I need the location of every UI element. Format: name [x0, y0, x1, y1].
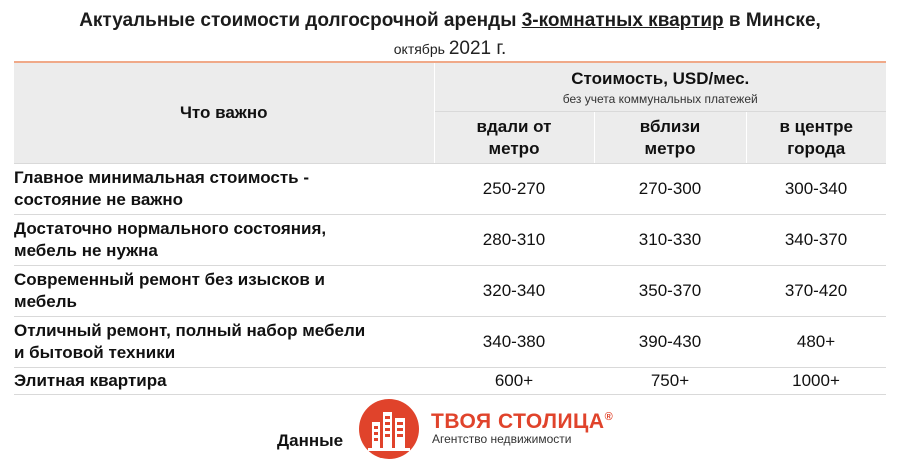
cost-header-note: без учета коммунальных платежей [562, 91, 758, 106]
title-part-2: в Минске, [723, 10, 821, 31]
table-row [14, 368, 886, 395]
price-city-center: 300-340 [746, 164, 886, 215]
price-far-from-metro: 340-380 [434, 317, 594, 368]
table-row [14, 266, 886, 317]
row-label: Элитная квартира [14, 368, 434, 395]
price-near-metro: 350-370 [594, 266, 746, 317]
table-row [14, 164, 886, 215]
title-apartment-type: 3-комнатных квартир [521, 10, 724, 31]
source-footer [0, 396, 900, 462]
price-near-metro: 390-430 [594, 317, 746, 368]
column-header-city-center: в центре города [746, 112, 886, 164]
row-label: Отличный ремонт, полный набор мебели и бытовой техники [14, 317, 434, 368]
column-header-cost [434, 62, 886, 112]
price-far-from-metro: 320-340 [434, 266, 594, 317]
column-header-far-from-metro: вдали от метро [434, 112, 594, 164]
row-label: Достаточно нормального состояния, мебель не нужна [14, 215, 434, 266]
price-near-metro: 310-330 [594, 215, 746, 266]
data-source-label: Данные [277, 431, 344, 450]
column-header-near-metro: вблизи метро [594, 112, 746, 164]
page-subtitle [0, 38, 900, 60]
column-header-what-matters: Что важно [14, 62, 434, 164]
brand-name: ТВОЯ СТОЛИЦА® [431, 410, 614, 433]
price-far-from-metro: 600+ [434, 368, 594, 395]
title-part-1: Актуальные стоимости долгосрочной аренды [79, 10, 522, 31]
building-logo-icon [358, 398, 420, 460]
price-far-from-metro: 250-270 [434, 164, 594, 215]
price-near-metro: 270-300 [594, 164, 746, 215]
cost-header-title: Стоимость, USD/мес. [571, 68, 750, 88]
price-far-from-metro: 280-310 [434, 215, 594, 266]
price-near-metro: 750+ [594, 368, 746, 395]
table-row [14, 215, 886, 266]
price-city-center: 480+ [746, 317, 886, 368]
table-row [14, 317, 886, 368]
price-city-center: 1000+ [746, 368, 886, 395]
price-table [14, 61, 886, 395]
row-label: Главное минимальная стоимость - состояние не важно [14, 164, 434, 215]
price-city-center: 340-370 [746, 215, 886, 266]
price-city-center: 370-420 [746, 266, 886, 317]
row-label: Современный ремонт без изысков и мебель [14, 266, 434, 317]
subtitle-year: 2021 г. [448, 38, 507, 59]
page-title [0, 10, 900, 32]
subtitle-month: октябрь [393, 41, 449, 57]
brand-tagline: Агентство недвижимости [432, 432, 572, 446]
